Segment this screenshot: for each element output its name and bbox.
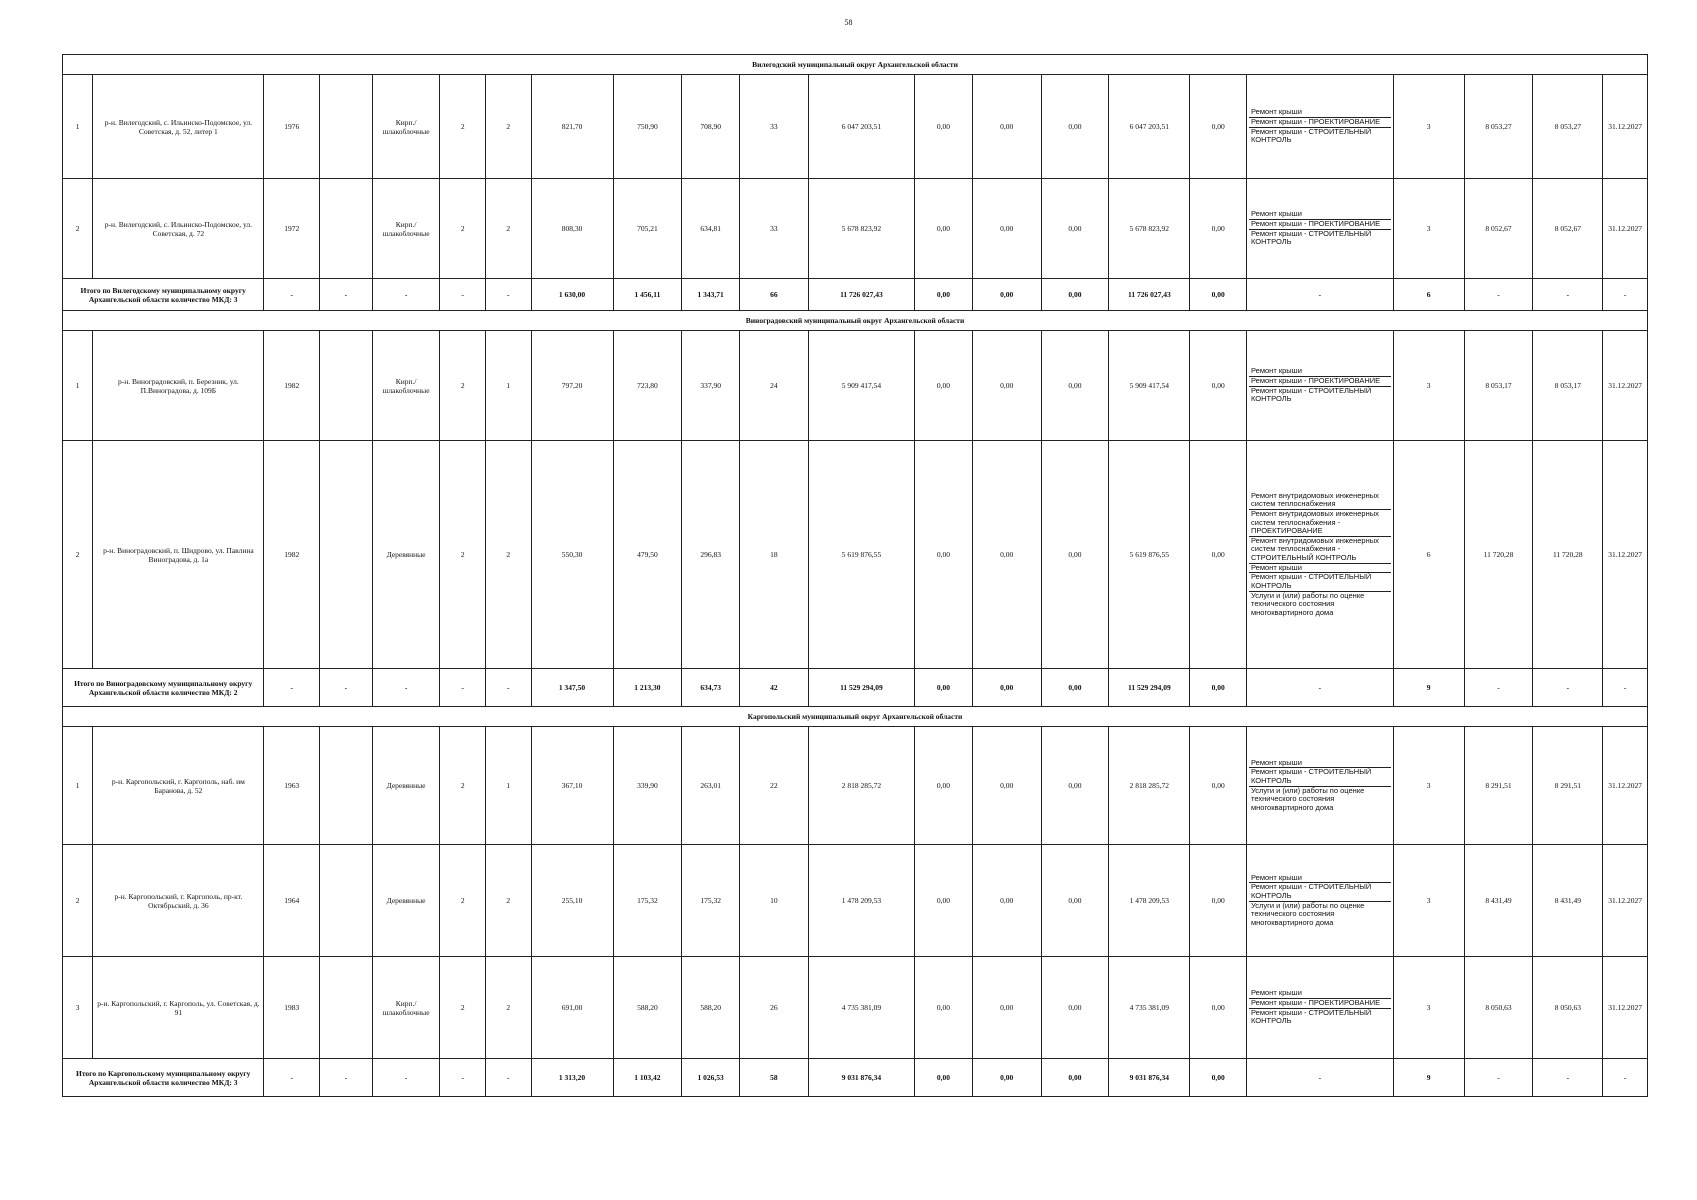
works-cell xyxy=(1247,75,1394,179)
dash: - xyxy=(440,669,486,707)
cost-total: 5 678 823,92 xyxy=(808,179,914,279)
wall-material: Деревянные xyxy=(372,845,440,957)
works-count: 6 xyxy=(1393,441,1464,669)
dash: - xyxy=(320,669,373,707)
total-label: Итого по Вилегодскому муниципальному округу Архангельской области количество МКД: 3 xyxy=(63,279,264,311)
address: р-н. Каргопольский, г. Каргополь, пр-кт. Октябрьский, д. 36 xyxy=(93,845,264,957)
unit-cost-1: 8 053,27 xyxy=(1464,75,1533,179)
cost-owners: 5 909 417,54 xyxy=(1109,331,1190,441)
works-count: 6 xyxy=(1393,279,1464,311)
floors: 2 xyxy=(440,441,486,669)
row-number: 2 xyxy=(63,845,93,957)
works-count: 3 xyxy=(1393,179,1464,279)
works-cell xyxy=(1247,727,1394,845)
row-number: 1 xyxy=(63,75,93,179)
cost-total: 6 047 203,51 xyxy=(808,75,914,179)
works-cell xyxy=(1247,179,1394,279)
unit-cost-2: 8 431,49 xyxy=(1533,845,1603,957)
work-item: Ремонт крыши - СТРОИТЕЛЬНЫЙ КОНТРОЛЬ xyxy=(1251,385,1372,404)
cost-fund-1: 0,00 xyxy=(915,331,973,441)
empty-cell xyxy=(320,727,373,845)
cost-fund-2: 0,00 xyxy=(972,1059,1041,1097)
area-private: 1 026,53 xyxy=(682,1059,740,1097)
area-residential: 750,90 xyxy=(613,75,682,179)
cost-total: 1 478 209,53 xyxy=(808,845,914,957)
cost-fund-2: 0,00 xyxy=(972,957,1041,1059)
cost-fund-3: 0,00 xyxy=(1041,75,1109,179)
cost-total: 11 529 294,09 xyxy=(808,669,914,707)
cost-fund-3: 0,00 xyxy=(1041,727,1109,845)
dash: - xyxy=(1533,279,1603,311)
cost-other: 0,00 xyxy=(1190,179,1247,279)
cost-fund-2: 0,00 xyxy=(972,727,1041,845)
floors: 2 xyxy=(440,957,486,1059)
year-built: 1982 xyxy=(264,331,320,441)
dash: - xyxy=(1603,1059,1648,1097)
residents: 22 xyxy=(740,727,809,845)
area-private: 175,32 xyxy=(682,845,740,957)
cost-other: 0,00 xyxy=(1190,331,1247,441)
work-item: Ремонт крыши xyxy=(1249,874,1391,884)
floors: 2 xyxy=(440,727,486,845)
address: р-н. Каргопольский, г. Каргополь, ул. Советская, д. 91 xyxy=(93,957,264,1059)
year-built: 1963 xyxy=(264,727,320,845)
empty-cell xyxy=(320,75,373,179)
cost-fund-2: 0,00 xyxy=(972,279,1041,311)
cost-fund-2: 0,00 xyxy=(972,75,1041,179)
cost-fund-3: 0,00 xyxy=(1041,279,1109,311)
dash: - xyxy=(486,279,532,311)
entrances: 2 xyxy=(486,845,532,957)
table-row xyxy=(63,441,1648,669)
works-count: 3 xyxy=(1393,75,1464,179)
cost-fund-2: 0,00 xyxy=(972,845,1041,957)
total-label: Итого по Каргопольскому муниципальному округу Архангельской области количество МКД: 3 xyxy=(63,1059,264,1097)
table-row xyxy=(63,179,1648,279)
dash: - xyxy=(1247,1059,1394,1097)
work-item: Ремонт крыши xyxy=(1249,108,1391,118)
cost-total: 5 619 876,55 xyxy=(808,441,914,669)
cost-fund-1: 0,00 xyxy=(915,669,973,707)
row-number: 1 xyxy=(63,727,93,845)
entrances: 2 xyxy=(486,179,532,279)
work-item: Ремонт внутридомовых инженерных систем теплоснабжения - ПРОЕКТИРОВАНИЕ xyxy=(1249,510,1391,537)
dash: - xyxy=(440,279,486,311)
dash: - xyxy=(264,1059,320,1097)
dash: - xyxy=(264,279,320,311)
entrances: 2 xyxy=(486,957,532,1059)
works-count: 3 xyxy=(1393,845,1464,957)
cost-fund-2: 0,00 xyxy=(972,331,1041,441)
completion-date: 31.12.2027 xyxy=(1603,75,1648,179)
dash: - xyxy=(1533,1059,1603,1097)
cost-total: 5 909 417,54 xyxy=(808,331,914,441)
dash: - xyxy=(1533,669,1603,707)
unit-cost-1: 8 053,17 xyxy=(1464,331,1533,441)
entrances: 2 xyxy=(486,75,532,179)
work-item: Ремонт крыши xyxy=(1249,367,1391,377)
completion-date: 31.12.2027 xyxy=(1603,957,1648,1059)
cost-fund-2: 0,00 xyxy=(972,179,1041,279)
work-item: Ремонт крыши - СТРОИТЕЛЬНЫЙ КОНТРОЛЬ xyxy=(1249,573,1391,591)
wall-material: Кирп./шлакоблочные xyxy=(372,179,440,279)
dash: - xyxy=(372,279,440,311)
area-private: 634,81 xyxy=(682,179,740,279)
section-title: Вилегодский муниципальный округ Архангельской области xyxy=(63,55,1648,75)
cost-owners: 2 818 285,72 xyxy=(1109,727,1190,845)
unit-cost-1: 8 050,63 xyxy=(1464,957,1533,1059)
dash: - xyxy=(372,669,440,707)
cost-fund-1: 0,00 xyxy=(915,1059,973,1097)
work-item: Ремонт внутридомовых инженерных систем теплоснабжения - СТРОИТЕЛЬНЫЙ КОНТРОЛЬ xyxy=(1249,537,1391,564)
wall-material: Деревянные xyxy=(372,727,440,845)
work-item: Ремонт крыши - СТРОИТЕЛЬНЫЙ КОНТРОЛЬ xyxy=(1251,126,1372,145)
table-row xyxy=(63,75,1648,179)
area-total: 367,10 xyxy=(531,727,613,845)
cost-fund-1: 0,00 xyxy=(915,727,973,845)
dash: - xyxy=(1247,669,1394,707)
row-number: 2 xyxy=(63,179,93,279)
address: р-н. Вилегодский, с. Ильинско-Подомское, ул. Советская, д. 72 xyxy=(93,179,264,279)
empty-cell xyxy=(320,179,373,279)
row-number: 2 xyxy=(63,441,93,669)
cost-fund-2: 0,00 xyxy=(972,441,1041,669)
cost-total: 9 031 876,34 xyxy=(808,1059,914,1097)
floors: 2 xyxy=(440,75,486,179)
area-total: 1 313,20 xyxy=(531,1059,613,1097)
area-private: 634,73 xyxy=(682,669,740,707)
cost-total: 4 735 381,09 xyxy=(808,957,914,1059)
address: р-н. Вилегодский, с. Ильинско-Подомское, ул. Советская, д. 52, литер 1 xyxy=(93,75,264,179)
work-item: Ремонт крыши - СТРОИТЕЛЬНЫЙ КОНТРОЛЬ xyxy=(1249,768,1391,786)
total-label: Итого по Виноградовскому муниципальному округу Архангельской области количество МКД: 2 xyxy=(63,669,264,707)
work-item: Ремонт крыши - СТРОИТЕЛЬНЫЙ КОНТРОЛЬ xyxy=(1249,883,1391,901)
dash: - xyxy=(320,279,373,311)
floors: 2 xyxy=(440,845,486,957)
wall-material: Кирп./шлакоблочные xyxy=(372,331,440,441)
area-residential: 479,50 xyxy=(613,441,682,669)
dash: - xyxy=(1603,669,1648,707)
cost-other: 0,00 xyxy=(1190,727,1247,845)
dash: - xyxy=(1464,669,1533,707)
cost-other: 0,00 xyxy=(1190,441,1247,669)
dash: - xyxy=(486,669,532,707)
works-cell xyxy=(1247,331,1394,441)
unit-cost-1: 8 431,49 xyxy=(1464,845,1533,957)
unit-cost-1: 11 720,28 xyxy=(1464,441,1533,669)
works-cell xyxy=(1247,957,1394,1059)
unit-cost-1: 8 291,51 xyxy=(1464,727,1533,845)
year-built: 1964 xyxy=(264,845,320,957)
completion-date: 31.12.2027 xyxy=(1603,845,1648,957)
year-built: 1983 xyxy=(264,957,320,1059)
dash: - xyxy=(1464,279,1533,311)
area-total: 797,20 xyxy=(531,331,613,441)
year-built: 1972 xyxy=(264,179,320,279)
cost-other: 0,00 xyxy=(1190,669,1247,707)
empty-cell xyxy=(320,845,373,957)
work-item: Ремонт крыши - ПРОЕКТИРОВАНИЕ xyxy=(1249,118,1391,128)
table-row xyxy=(63,727,1648,845)
residents: 42 xyxy=(740,669,809,707)
section-total-row xyxy=(63,669,1648,707)
residents: 33 xyxy=(740,75,809,179)
residents: 58 xyxy=(740,1059,809,1097)
work-item: Ремонт крыши - СТРОИТЕЛЬНЫЙ КОНТРОЛЬ xyxy=(1251,1007,1372,1026)
area-private: 1 343,71 xyxy=(682,279,740,311)
wall-material: Деревянные xyxy=(372,441,440,669)
area-total: 821,70 xyxy=(531,75,613,179)
unit-cost-2: 8 053,27 xyxy=(1533,75,1603,179)
cost-fund-1: 0,00 xyxy=(915,75,973,179)
work-item: Ремонт крыши xyxy=(1249,989,1391,999)
floors: 2 xyxy=(440,179,486,279)
year-built: 1976 xyxy=(264,75,320,179)
table-row xyxy=(63,845,1648,957)
section-total-row xyxy=(63,1059,1648,1097)
area-total: 1 347,50 xyxy=(531,669,613,707)
work-item: Ремонт крыши xyxy=(1249,759,1391,769)
cost-other: 0,00 xyxy=(1190,845,1247,957)
work-item: Услуги и (или) работы по оценке технического состояния многоквартирного дома xyxy=(1251,785,1365,812)
works-count: 3 xyxy=(1393,331,1464,441)
work-item: Услуги и (или) работы по оценке технического состояния многоквартирного дома xyxy=(1251,590,1365,617)
empty-cell xyxy=(320,441,373,669)
area-total: 550,30 xyxy=(531,441,613,669)
dash: - xyxy=(486,1059,532,1097)
area-residential: 1 103,42 xyxy=(613,1059,682,1097)
cost-fund-1: 0,00 xyxy=(915,279,973,311)
empty-cell xyxy=(320,957,373,1059)
cost-other: 0,00 xyxy=(1190,1059,1247,1097)
completion-date: 31.12.2027 xyxy=(1603,441,1648,669)
area-total: 691,00 xyxy=(531,957,613,1059)
cost-fund-3: 0,00 xyxy=(1041,957,1109,1059)
area-residential: 1 456,11 xyxy=(613,279,682,311)
repair-program-table xyxy=(62,54,1648,1097)
wall-material: Кирп./шлакоблочные xyxy=(372,75,440,179)
cost-owners: 11 726 027,43 xyxy=(1109,279,1190,311)
cost-other: 0,00 xyxy=(1190,75,1247,179)
address: р-н. Каргопольский, г. Каргополь, наб. им Баранова, д. 52 xyxy=(93,727,264,845)
cost-owners: 11 529 294,09 xyxy=(1109,669,1190,707)
residents: 24 xyxy=(740,331,809,441)
dash: - xyxy=(1603,279,1648,311)
works-count: 3 xyxy=(1393,957,1464,1059)
work-item: Ремонт крыши - ПРОЕКТИРОВАНИЕ xyxy=(1249,999,1391,1009)
area-private: 337,90 xyxy=(682,331,740,441)
cost-fund-1: 0,00 xyxy=(915,845,973,957)
dash: - xyxy=(440,1059,486,1097)
residents: 33 xyxy=(740,179,809,279)
address: р-н. Виноградовский, п. Шидрово, ул. Павлина Виноградова, д. 1а xyxy=(93,441,264,669)
cost-owners: 5 678 823,92 xyxy=(1109,179,1190,279)
area-residential: 175,32 xyxy=(613,845,682,957)
dash: - xyxy=(1464,1059,1533,1097)
floors: 2 xyxy=(440,331,486,441)
residents: 66 xyxy=(740,279,809,311)
cost-fund-3: 0,00 xyxy=(1041,441,1109,669)
cost-total: 2 818 285,72 xyxy=(808,727,914,845)
dash: - xyxy=(264,669,320,707)
wall-material: Кирп./шлакоблочные xyxy=(372,957,440,1059)
cost-fund-2: 0,00 xyxy=(972,669,1041,707)
row-number: 1 xyxy=(63,331,93,441)
unit-cost-2: 8 052,67 xyxy=(1533,179,1603,279)
works-count: 9 xyxy=(1393,669,1464,707)
cost-fund-1: 0,00 xyxy=(915,179,973,279)
cost-fund-3: 0,00 xyxy=(1041,1059,1109,1097)
dash: - xyxy=(320,1059,373,1097)
cost-other: 0,00 xyxy=(1190,957,1247,1059)
cost-fund-3: 0,00 xyxy=(1041,845,1109,957)
entrances: 2 xyxy=(486,441,532,669)
works-cell xyxy=(1247,441,1394,669)
unit-cost-2: 8 053,17 xyxy=(1533,331,1603,441)
work-item: Ремонт крыши xyxy=(1249,564,1391,574)
cost-owners: 1 478 209,53 xyxy=(1109,845,1190,957)
area-residential: 339,90 xyxy=(613,727,682,845)
unit-cost-1: 8 052,67 xyxy=(1464,179,1533,279)
area-private: 296,83 xyxy=(682,441,740,669)
area-residential: 705,21 xyxy=(613,179,682,279)
address: р-н. Виноградовский, п. Березник, ул. П.Виноградова, д. 109Б xyxy=(93,331,264,441)
year-built: 1982 xyxy=(264,441,320,669)
cost-owners: 9 031 876,34 xyxy=(1109,1059,1190,1097)
unit-cost-2: 11 720,28 xyxy=(1533,441,1603,669)
works-count: 3 xyxy=(1393,727,1464,845)
work-item: Услуги и (или) работы по оценке технического состояния многоквартирного дома xyxy=(1251,900,1365,927)
cost-fund-3: 0,00 xyxy=(1041,331,1109,441)
area-total: 808,30 xyxy=(531,179,613,279)
cost-total: 11 726 027,43 xyxy=(808,279,914,311)
empty-cell xyxy=(320,331,373,441)
completion-date: 31.12.2027 xyxy=(1603,179,1648,279)
section-title: Каргопольский муниципальный округ Архангельской области xyxy=(63,707,1648,727)
works-count: 9 xyxy=(1393,1059,1464,1097)
dash: - xyxy=(372,1059,440,1097)
page-number: 58 xyxy=(844,18,853,27)
cost-owners: 6 047 203,51 xyxy=(1109,75,1190,179)
residents: 26 xyxy=(740,957,809,1059)
cost-fund-3: 0,00 xyxy=(1041,669,1109,707)
cost-other: 0,00 xyxy=(1190,279,1247,311)
cost-fund-1: 0,00 xyxy=(915,957,973,1059)
cost-owners: 4 735 381,09 xyxy=(1109,957,1190,1059)
area-residential: 723,80 xyxy=(613,331,682,441)
area-private: 263,01 xyxy=(682,727,740,845)
residents: 18 xyxy=(740,441,809,669)
cost-fund-3: 0,00 xyxy=(1041,179,1109,279)
section-total-row xyxy=(63,279,1648,311)
completion-date: 31.12.2027 xyxy=(1603,331,1648,441)
table-row xyxy=(63,957,1648,1059)
cost-fund-1: 0,00 xyxy=(915,441,973,669)
row-number: 3 xyxy=(63,957,93,1059)
work-item: Ремонт крыши - СТРОИТЕЛЬНЫЙ КОНТРОЛЬ xyxy=(1251,228,1372,247)
completion-date: 31.12.2027 xyxy=(1603,727,1648,845)
area-residential: 588,20 xyxy=(613,957,682,1059)
work-item: Ремонт крыши - ПРОЕКТИРОВАНИЕ xyxy=(1249,377,1391,387)
unit-cost-2: 8 291,51 xyxy=(1533,727,1603,845)
entrances: 1 xyxy=(486,727,532,845)
work-item: Ремонт внутридомовых инженерных систем теплоснабжения xyxy=(1249,492,1391,510)
area-total: 1 630,00 xyxy=(531,279,613,311)
area-private: 708,90 xyxy=(682,75,740,179)
residents: 10 xyxy=(740,845,809,957)
dash: - xyxy=(1247,279,1394,311)
cost-owners: 5 619 876,55 xyxy=(1109,441,1190,669)
table-row xyxy=(63,331,1648,441)
entrances: 1 xyxy=(486,331,532,441)
work-item: Ремонт крыши xyxy=(1249,210,1391,220)
work-item: Ремонт крыши - ПРОЕКТИРОВАНИЕ xyxy=(1249,220,1391,230)
section-title: Виноградовский муниципальный округ Архангельской области xyxy=(63,311,1648,331)
unit-cost-2: 8 050,63 xyxy=(1533,957,1603,1059)
works-cell xyxy=(1247,845,1394,957)
area-residential: 1 213,30 xyxy=(613,669,682,707)
area-private: 588,20 xyxy=(682,957,740,1059)
area-total: 255,10 xyxy=(531,845,613,957)
